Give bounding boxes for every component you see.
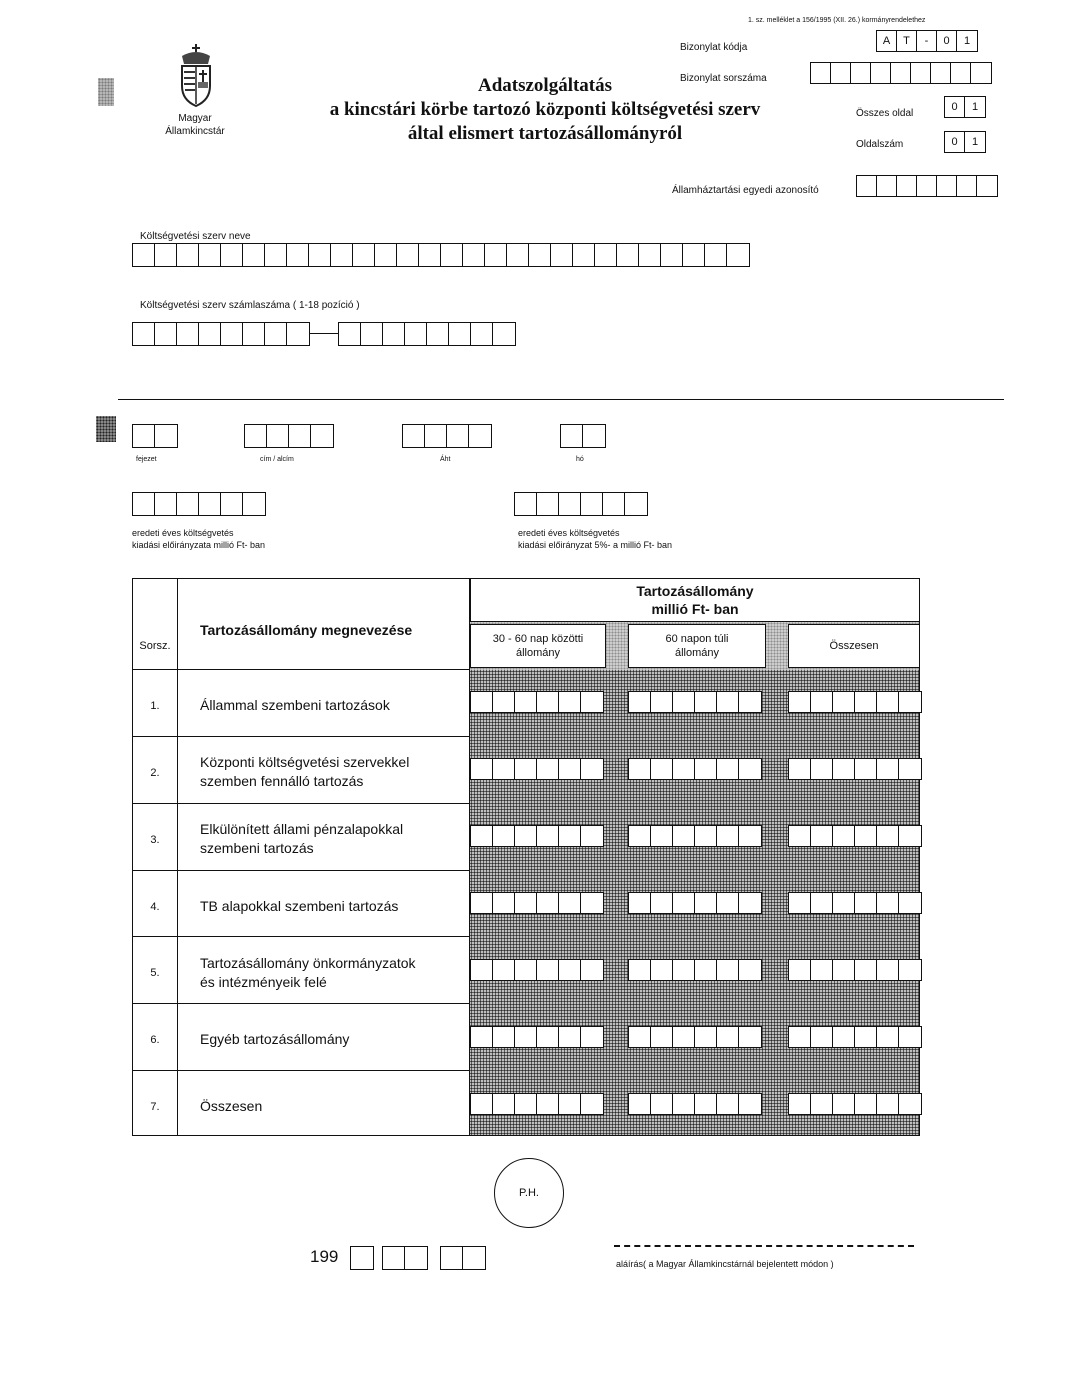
row-line — [132, 936, 470, 937]
budget-label-left: eredeti éves költségvetés kiadási előirányzata millió Ft- ban — [132, 528, 266, 550]
scan-speck — [98, 78, 114, 106]
date-month-input[interactable] — [382, 1246, 428, 1270]
row-2-col-1-input[interactable] — [470, 758, 604, 780]
row-3-col-1-input[interactable] — [470, 825, 604, 847]
col-header-60-plus: 60 napon túli állomány — [628, 624, 766, 668]
row-4-number: 4. — [150, 901, 160, 913]
month-label: hó — [576, 456, 584, 463]
row-1-col-1-input[interactable] — [470, 691, 604, 713]
row-5-number: 5. — [150, 967, 160, 979]
row-3-col-2-input[interactable] — [628, 825, 762, 847]
date-prefix: 199 — [310, 1247, 339, 1266]
total-pages-boxes: 0 1 — [944, 96, 986, 118]
row-5-col-1-input[interactable] — [470, 959, 604, 981]
row-4-label: TB alapokkal szembeni tartozás — [200, 898, 399, 914]
row-5-label: Tartozásállomány önkormányzatok és intézményeik felé — [200, 955, 416, 990]
account-separator — [310, 333, 338, 334]
col-name-header: Tartozásállomány megnevezése — [200, 622, 413, 638]
regulation-note: 1. sz. melléklet a 156/1995 (XII. 26.) kormányrendelethez — [748, 17, 926, 24]
row-6-number: 6. — [150, 1034, 160, 1046]
row-2-col-3-input[interactable] — [788, 758, 922, 780]
org-name-input[interactable] — [132, 243, 750, 267]
row-3-label: Elkülönített állami pénzalapokkal szembeni tartozás — [200, 821, 404, 856]
month-input[interactable] — [560, 424, 606, 448]
issuer-name: Magyar Államkincstár — [165, 113, 225, 137]
row-6-label: Egyéb tartozásállomány — [200, 1031, 350, 1047]
row-7-col-3-input[interactable] — [788, 1093, 922, 1115]
chapter-label: fejezet — [136, 456, 157, 463]
section-input[interactable] — [402, 424, 492, 448]
page-number-label: Oldalszám — [856, 139, 904, 150]
document-code-label: Bizonylat kódja — [680, 42, 748, 53]
signature-line[interactable] — [614, 1245, 914, 1247]
row-2-number: 2. — [150, 767, 160, 779]
page-number-boxes: 0 1 — [944, 131, 986, 153]
document-code-boxes: A T - 0 1 — [876, 30, 978, 52]
row-line — [132, 803, 470, 804]
section-divider — [118, 399, 1004, 400]
account-number-label: Költségvetési szerv számlaszáma ( 1-18 pozíció ) — [140, 300, 360, 311]
title-subtitle-input[interactable] — [244, 424, 334, 448]
row-6-col-1-input[interactable] — [470, 1026, 604, 1048]
table-group-header: Tartozásállomány millió Ft- ban — [470, 578, 920, 622]
org-name-label: Költségvetési szerv neve — [140, 231, 251, 242]
stamp-circle: P.H. — [494, 1158, 564, 1228]
total-pages-label: Összes oldal — [856, 108, 914, 119]
row-line — [132, 870, 470, 871]
row-4-col-1-input[interactable] — [470, 892, 604, 914]
row-5-col-2-input[interactable] — [628, 959, 762, 981]
row-1-number: 1. — [150, 700, 160, 712]
signature-label: aláírás( a Magyar Államkincstárnál bejelentett módon ) — [616, 1259, 834, 1269]
row-5-col-3-input[interactable] — [788, 959, 922, 981]
hungarian-coat-of-arms-icon — [176, 42, 216, 108]
row-6-col-2-input[interactable] — [628, 1026, 762, 1048]
row-7-label: Összesen — [200, 1098, 263, 1114]
row-6-col-3-input[interactable] — [788, 1026, 922, 1048]
section-label: Áht — [440, 456, 451, 463]
date-day-input[interactable] — [440, 1246, 486, 1270]
state-id-label: Államháztartási egyedi azonosító — [672, 185, 819, 196]
date-year-input[interactable] — [350, 1246, 374, 1270]
row-1-col-2-input[interactable] — [628, 691, 762, 713]
row-line — [132, 736, 470, 737]
serial-number-label: Bizonylat sorszáma — [680, 73, 767, 84]
row-2-col-2-input[interactable] — [628, 758, 762, 780]
row-7-col-2-input[interactable] — [628, 1093, 762, 1115]
account-number-part1[interactable] — [132, 322, 310, 346]
row-3-col-3-input[interactable] — [788, 825, 922, 847]
row-1-label: Állammal szembeni tartozások — [200, 697, 390, 713]
col-header-30-60: 30 - 60 nap közötti állomány — [470, 624, 606, 668]
budget-input-left[interactable] — [132, 492, 266, 516]
row-2-label: Központi költségvetési szervekkel szemben fennálló tartozás — [200, 754, 410, 789]
row-1-col-3-input[interactable] — [788, 691, 922, 713]
col-header-total: Összesen — [788, 624, 920, 668]
page-title: Adatszolgáltatás a kincstári körbe tartozó központi költségvetési szerv által elismert tartozásállományról — [329, 75, 761, 144]
row-line — [132, 1070, 470, 1071]
row-3-number: 3. — [150, 834, 160, 846]
budget-label-right: eredeti éves költségvetés kiadási előirányzat 5%- a millió Ft- ban — [518, 528, 673, 550]
row-4-col-3-input[interactable] — [788, 892, 922, 914]
row-7-col-1-input[interactable] — [470, 1093, 604, 1115]
state-id-input[interactable] — [856, 175, 998, 197]
account-number-part2[interactable] — [338, 322, 516, 346]
row-4-col-2-input[interactable] — [628, 892, 762, 914]
title-subtitle-label: cím / alcím — [260, 456, 294, 463]
row-7-number: 7. — [150, 1101, 160, 1113]
budget-input-right[interactable] — [514, 492, 648, 516]
row-line — [132, 1003, 470, 1004]
row-line — [132, 669, 470, 670]
chapter-input[interactable] — [132, 424, 178, 448]
col-no-header: Sorsz. — [139, 640, 171, 652]
scan-speck — [96, 416, 116, 442]
serial-number-input[interactable] — [810, 62, 992, 84]
